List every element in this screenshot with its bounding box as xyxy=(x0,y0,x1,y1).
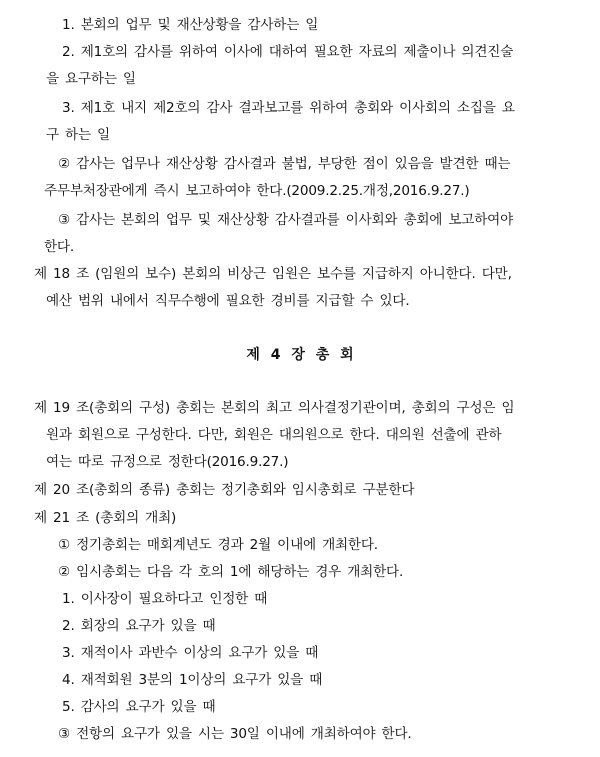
article-19-cont-2: 여는 따로 규정으로 정한다(2016.9.27.) xyxy=(46,454,289,470)
paragraph-audit-board: ③ 감사는 본회의 업무 및 재산상황 감사결과를 이사회와 총회에 보고하여야 xyxy=(58,212,514,228)
article-19-cont-1: 원과 회원으로 구성한다. 다만, 회원은 대의원으로 한다. 대의원 선출에 관하 xyxy=(46,427,502,443)
item-extra-4: 4. 재적회원 3분의 1이상의 요구가 있을 때 xyxy=(62,672,323,688)
paragraph-audit-report-cont: 주무부처장관에게 즉시 보고하여야 한다.(2009.2.25.개정,2016.9.27.) xyxy=(44,183,470,199)
item-extra-1: 1. 이사장이 필요하다고 인정한 때 xyxy=(62,591,268,607)
item-audit-2-cont: 을 요구하는 일 xyxy=(46,71,136,87)
chapter-heading: 제 4 장 총 회 xyxy=(246,347,354,363)
article-18-cont: 예산 범위 내에서 직무수행에 필요한 경비를 지급할 수 있다. xyxy=(46,293,410,309)
article-20: 제 20 조(총회의 종류) 총회는 정기총회와 임시총회로 구분한다 xyxy=(34,482,415,498)
item-audit-3-cont: 구 하는 일 xyxy=(46,127,110,143)
item-audit-1: 1. 본회의 업무 및 재산상황을 감사하는 일 xyxy=(62,17,319,33)
article-21: 제 21 조 (총회의 개최) xyxy=(34,510,177,526)
paragraph-extra-meeting: ② 임시총회는 다음 각 호의 1에 해당하는 경우 개최한다. xyxy=(58,564,404,580)
article-18: 제 18 조 (임원의 보수) 본회의 비상근 임원은 보수를 지급하지 아니한다. 다만, xyxy=(34,266,512,282)
item-extra-3: 3. 재적이사 과반수 이상의 요구가 있을 때 xyxy=(62,645,319,661)
paragraph-audit-report: ② 감사는 업무나 재산상황 감사결과 불법, 부당한 점이 있음을 발견한 때는 xyxy=(58,156,511,172)
item-extra-5: 5. 감사의 요구가 있을 때 xyxy=(62,699,216,715)
paragraph-regular-meeting: ① 정기총회는 매회계년도 경과 2월 이내에 개최한다. xyxy=(58,537,378,553)
item-extra-2: 2. 회장의 요구가 있을 때 xyxy=(62,618,216,634)
paragraph-deadline: ③ 전항의 요구가 있을 시는 30일 이내에 개최하여야 한다. xyxy=(58,726,412,742)
item-audit-2: 2. 제1호의 감사를 위하여 이사에 대하여 필요한 자료의 제출이나 의견진술 xyxy=(62,44,514,60)
item-audit-3: 3. 제1호 내지 제2호의 감사 결과보고를 위하여 총회와 이사회의 소집을 요 xyxy=(62,100,515,116)
article-19: 제 19 조(총회의 구성) 총회는 본회의 최고 의사결정기관이며, 총회의 구성은 임 xyxy=(34,400,515,416)
paragraph-audit-board-cont: 한다. xyxy=(44,239,74,255)
